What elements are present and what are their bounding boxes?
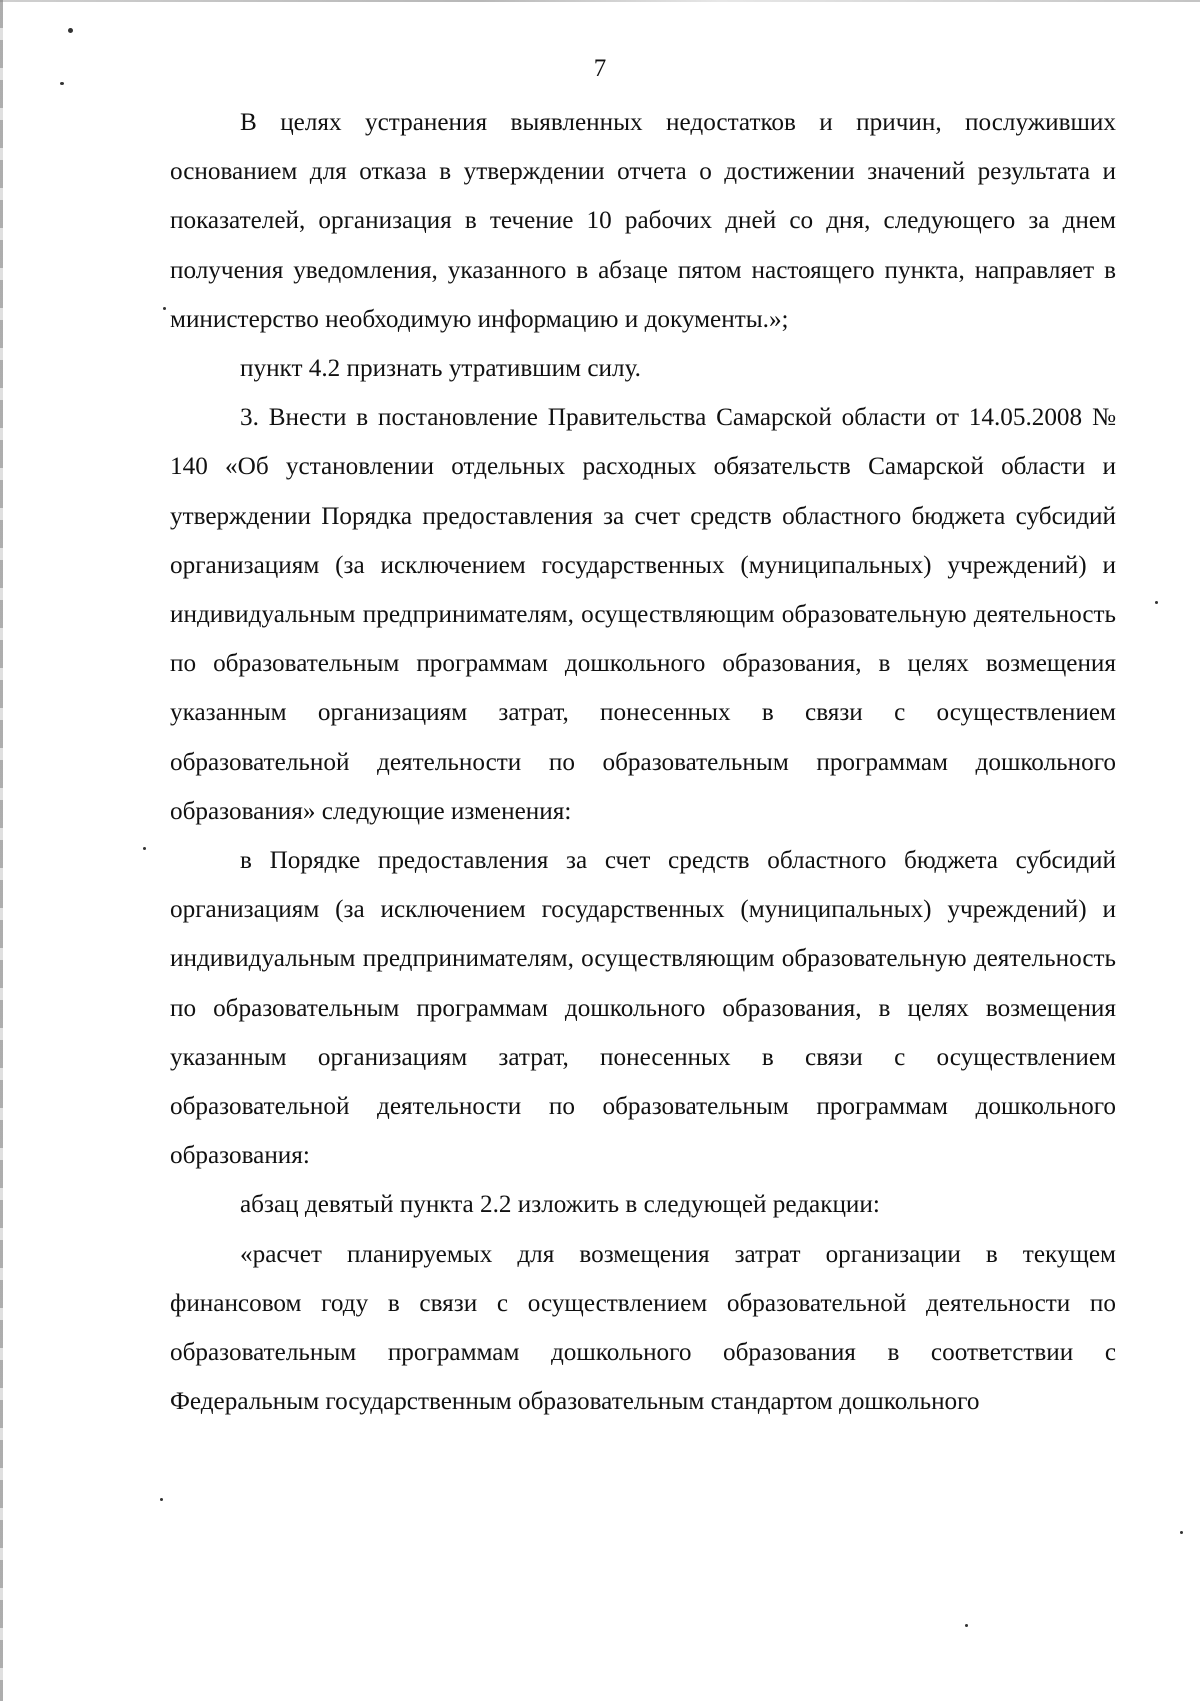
scan-speck bbox=[1180, 1531, 1183, 1534]
document-body bbox=[170, 98, 1116, 1426]
paragraph-item-2-2-ninth-clause: абзац девятый пункта 2.2 изложить в следующей редакции: bbox=[240, 1191, 880, 1219]
scan-speck bbox=[143, 847, 146, 850]
scan-speck bbox=[1155, 601, 1158, 604]
paragraph-item-4-2-repeal: пункт 4.2 признать утратившим силу. bbox=[240, 355, 641, 383]
scan-speck bbox=[160, 1498, 163, 1501]
paragraph-amendment-resolution-140: 3. Внести в постановление Правительства Самарской области от 14.05.2008 № 140 «Об установлении отдельных расходных обязательств Самарской области и утверждении Порядка предоставления за счет средств областного бюджета субсидий организациям (за исключением государственных (муниципальных) учреждений) и индивидуальным предпринимателям, осуществляющим образовательную деятельность по образовательным программам дошкольного образования, в целях возмещения указанным организациям затрат, понесенных в связи с осуществлением образовательной деятельности по образовательным программам дошкольного образования» следующие изменения: bbox=[170, 404, 1116, 825]
paragraph-report-correction: В целях устранения выявленных недостатков и причин, послуживших основанием для отказа в утверждении отчета о достижении значений результата и показателей, организация в течение 10 рабочих дней со дня, следующего за днем получения уведомления, указанного в абзаце пятом настоящего пункта, направляет в министерство необходимую информацию и документы.»; bbox=[170, 109, 1116, 333]
scan-edge-left bbox=[0, 0, 3, 1701]
scan-speck bbox=[163, 307, 166, 310]
scan-speck bbox=[965, 1624, 968, 1627]
scan-edge-top bbox=[0, 0, 1200, 2]
page-number: 7 bbox=[593, 55, 607, 82]
scan-speck bbox=[68, 28, 73, 33]
paragraph-subsidy-procedure: в Порядке предоставления за счет средств областного бюджета субсидий организациям (за исключением государственных (муниципальных) учреждений) и индивидуальным предпринимателям, осуществляющим образовательную деятельность по образовательным программам дошкольного образования, в целях возмещения указанным организациям затрат, понесенных в связи с осуществлением образовательной деятельности по образовательным программам дошкольного образования: bbox=[170, 847, 1116, 1170]
paragraph-cost-calculation-quote: «расчет планируемых для возмещения затрат организации в текущем финансовом году в связи с осуществлением образовательной деятельности по образовательным программам дошкольного образования в соответствии с Федеральным государственным образовательным стандартом дошкольного bbox=[170, 1240, 1116, 1416]
